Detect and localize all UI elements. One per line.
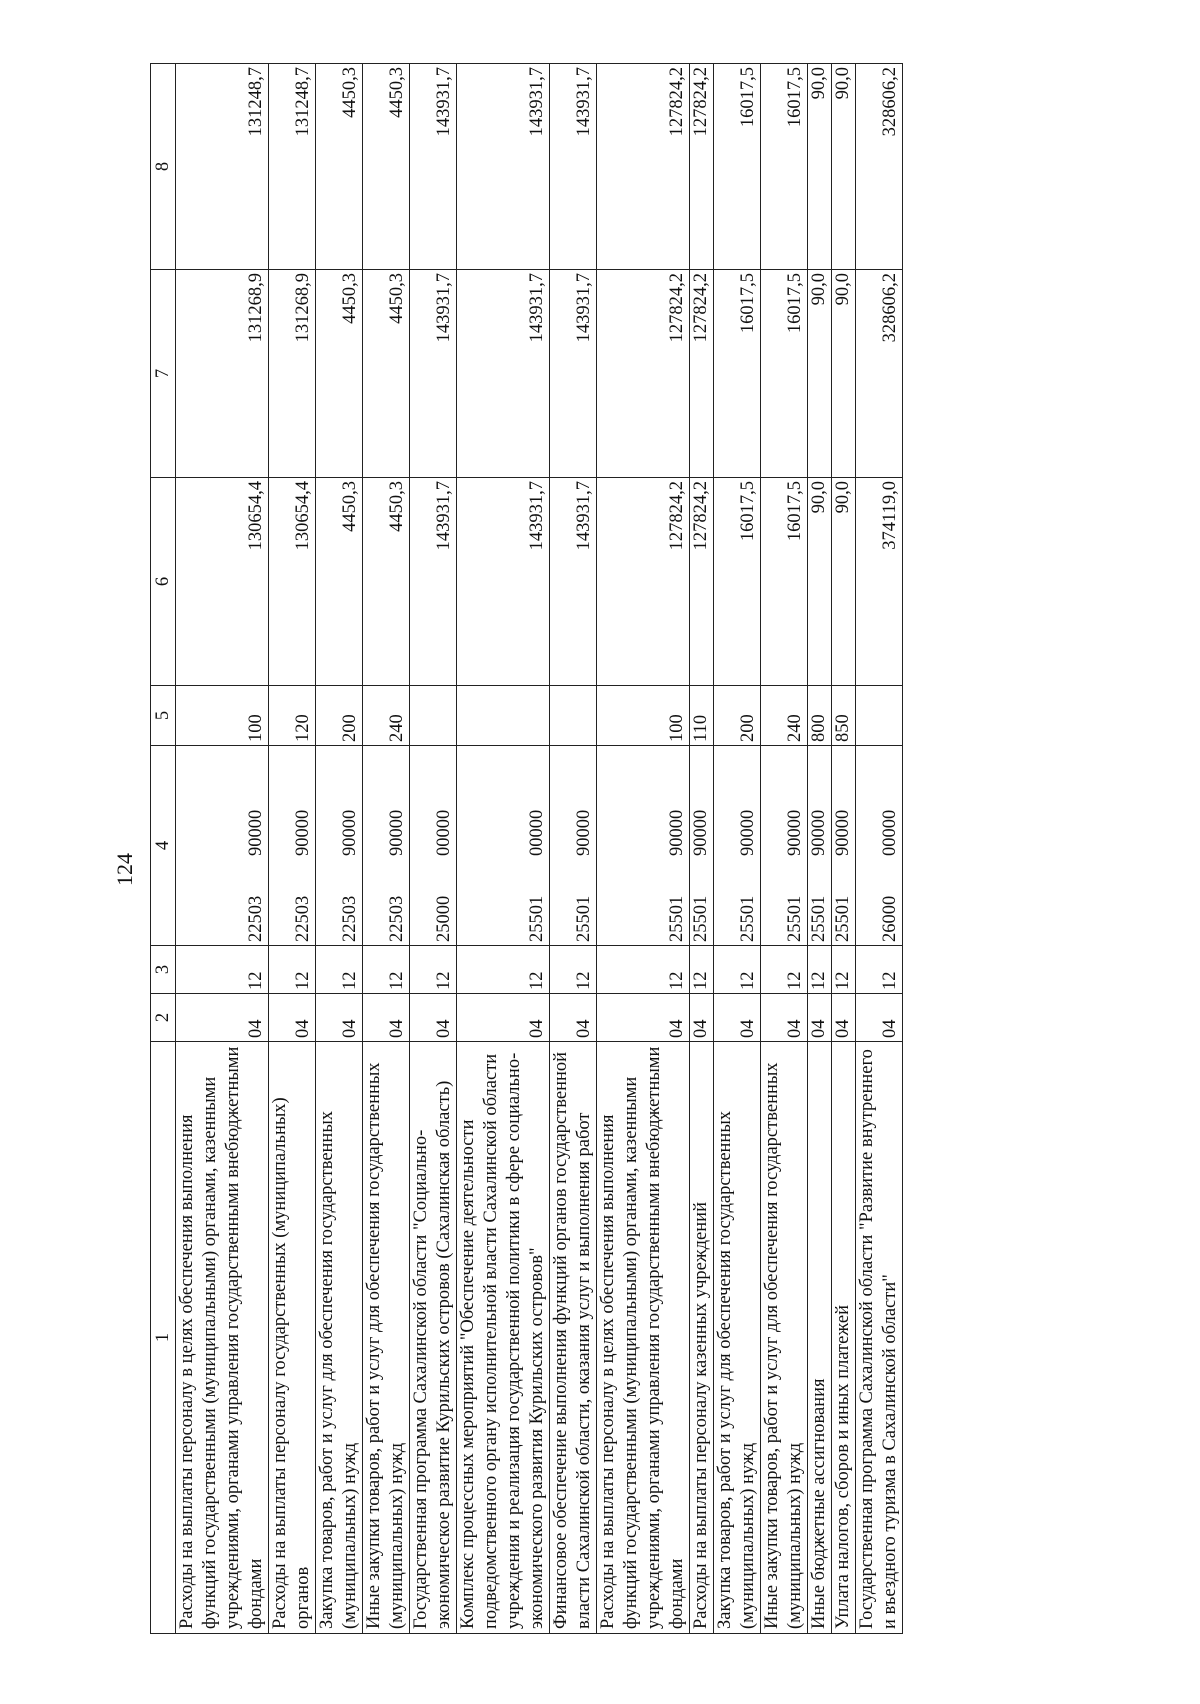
target-article-code [761, 746, 808, 946]
expense-description: Расходы на выплаты персоналу государственных (муниципальных) органов [269, 1042, 316, 1634]
section-code: 04 [597, 994, 690, 1042]
amount-col-8: 143931,7 [550, 64, 597, 270]
amount-col-6: 127824,2 [690, 478, 714, 686]
amount-col-6: 90,0 [832, 478, 856, 686]
target-article-code [316, 746, 363, 946]
amount-col-7: 131268,9 [269, 270, 316, 478]
table-row [597, 64, 690, 1634]
amount-col-7: 16017,5 [761, 270, 808, 478]
amount-col-6: 16017,5 [761, 478, 808, 686]
amount-col-8: 16017,5 [714, 64, 761, 270]
table-row [316, 64, 363, 1634]
expense-type-code: 110 [690, 686, 714, 746]
amount-col-8: 90,0 [808, 64, 832, 270]
amount-col-6: 374119,0 [856, 478, 903, 686]
expense-type-code [550, 686, 597, 746]
amount-col-7: 143931,7 [457, 270, 550, 478]
direction-code: 90000 [293, 809, 313, 856]
table-row [832, 64, 856, 1634]
table-row [457, 64, 550, 1634]
expense-description: Закупка товаров, работ и услуг для обеспечения государственных (муниципальных) нужд [316, 1042, 363, 1634]
expense-description: Расходы на выплаты персоналу казенных учреждений [690, 1042, 714, 1634]
direction-code: 00000 [434, 809, 454, 856]
expense-description: Иные закупки товаров, работ и услуг для обеспечения государственных (муниципальных) нужд [761, 1042, 808, 1634]
section-code: 04 [457, 994, 550, 1042]
expense-type-code: 850 [832, 686, 856, 746]
section-code: 04 [176, 994, 269, 1042]
program-code: 25501 [785, 895, 805, 942]
target-article-code [808, 746, 832, 946]
expense-description: Расходы на выплаты персоналу в целях обеспечения выполнения функций государственными (муниципальными) органами, казенными учреждениями, органами управления государственными внебюджетными фондами [176, 1042, 269, 1634]
section-code: 04 [714, 994, 761, 1042]
expense-description: Иные закупки товаров, работ и услуг для обеспечения государственных (муниципальных) нужд [363, 1042, 410, 1634]
amount-col-8: 127824,2 [597, 64, 690, 270]
amount-col-8: 143931,7 [410, 64, 457, 270]
amount-col-8: 328606,2 [856, 64, 903, 270]
table-row [363, 64, 410, 1634]
section-code: 04 [550, 994, 597, 1042]
subsection-code: 12 [856, 946, 903, 994]
expense-description: Расходы на выплаты персоналу в целях обеспечения выполнения функций государственными (муниципальными) органами, казенными учреждениями, органами управления государственными внебюджетными фондами [597, 1042, 690, 1634]
column-header: 2 [151, 994, 176, 1042]
expense-type-code: 240 [363, 686, 410, 746]
program-code: 25501 [809, 895, 829, 942]
program-code: 25501 [833, 895, 853, 942]
direction-code: 90000 [691, 809, 711, 856]
target-article-code [176, 746, 269, 946]
amount-col-6: 143931,7 [457, 478, 550, 686]
section-code: 04 [410, 994, 457, 1042]
column-header: 7 [151, 270, 176, 478]
program-code: 25000 [434, 895, 454, 942]
table-row [269, 64, 316, 1634]
expense-description: Финансовое обеспечение выполнения функций органов государственной власти Сахалинской области, оказания услуг и выполнения работ [550, 1042, 597, 1634]
program-code: 25501 [574, 895, 594, 942]
amount-col-6: 90,0 [808, 478, 832, 686]
direction-code: 90000 [246, 809, 266, 856]
expense-description: Иные бюджетные ассигнования [808, 1042, 832, 1634]
amount-col-8: 90,0 [832, 64, 856, 270]
amount-col-7: 127824,2 [690, 270, 714, 478]
subsection-code: 12 [457, 946, 550, 994]
subsection-code: 12 [316, 946, 363, 994]
subsection-code: 12 [761, 946, 808, 994]
amount-col-8: 131248,7 [269, 64, 316, 270]
direction-code: 90000 [738, 809, 758, 856]
column-header: 5 [151, 686, 176, 746]
expense-description: Уплата налогов, сборов и иных платежей [832, 1042, 856, 1634]
amount-col-7: 4450,3 [316, 270, 363, 478]
subsection-code: 12 [176, 946, 269, 994]
amount-col-8: 4450,3 [316, 64, 363, 270]
table-row [714, 64, 761, 1634]
direction-code: 90000 [387, 809, 407, 856]
subsection-code: 12 [597, 946, 690, 994]
table-row [410, 64, 457, 1634]
program-code: 22503 [340, 895, 360, 942]
program-code: 25501 [527, 895, 547, 942]
table-row [690, 64, 714, 1634]
section-code: 04 [316, 994, 363, 1042]
target-article-code [550, 746, 597, 946]
section-code: 04 [690, 994, 714, 1042]
expense-type-code: 100 [176, 686, 269, 746]
amount-col-6: 4450,3 [316, 478, 363, 686]
expense-description: Комплекс процессных мероприятий "Обеспечение деятельности подведомственного органу исполнительной власти Сахалинской области учреждения и реализация государственной политики в сфере социально-экономического развития Курильских островов" [457, 1042, 550, 1634]
section-code: 04 [856, 994, 903, 1042]
direction-code: 00000 [880, 809, 900, 856]
amount-col-7: 4450,3 [363, 270, 410, 478]
expense-description: Закупка товаров, работ и услуг для обеспечения государственных (муниципальных) нужд [714, 1042, 761, 1634]
column-header: 6 [151, 478, 176, 686]
subsection-code: 12 [269, 946, 316, 994]
expense-description: Государственная программа Сахалинской области "Развитие внутреннего и въездного туризма в Сахалинской области" [856, 1042, 903, 1634]
target-article-code [856, 746, 903, 946]
amount-col-7: 328606,2 [856, 270, 903, 478]
target-article-code [714, 746, 761, 946]
subsection-code: 12 [714, 946, 761, 994]
target-article-code [363, 746, 410, 946]
budget-table [150, 63, 903, 1634]
table-body [176, 64, 903, 1634]
subsection-code: 12 [363, 946, 410, 994]
amount-col-6: 4450,3 [363, 478, 410, 686]
column-header: 1 [151, 1042, 176, 1634]
rotated-page [112, 64, 1132, 1634]
direction-code: 90000 [574, 809, 594, 856]
column-header: 4 [151, 746, 176, 946]
subsection-code: 12 [832, 946, 856, 994]
table-row [808, 64, 832, 1634]
program-code: 25501 [667, 895, 687, 942]
column-header: 8 [151, 64, 176, 270]
amount-col-7: 143931,7 [550, 270, 597, 478]
amount-col-7: 131268,9 [176, 270, 269, 478]
amount-col-6: 130654,4 [269, 478, 316, 686]
amount-col-6: 143931,7 [550, 478, 597, 686]
direction-code: 90000 [809, 809, 829, 856]
program-code: 22503 [387, 895, 407, 942]
amount-col-6: 130654,4 [176, 478, 269, 686]
direction-code: 00000 [527, 809, 547, 856]
subsection-code: 12 [550, 946, 597, 994]
amount-col-8: 127824,2 [690, 64, 714, 270]
table-row [856, 64, 903, 1634]
section-code: 04 [269, 994, 316, 1042]
expense-type-code: 240 [761, 686, 808, 746]
expense-type-code: 800 [808, 686, 832, 746]
table-row [761, 64, 808, 1634]
expense-type-code: 100 [597, 686, 690, 746]
amount-col-6: 16017,5 [714, 478, 761, 686]
table-row [176, 64, 269, 1634]
program-code: 25501 [738, 895, 758, 942]
target-article-code [597, 746, 690, 946]
direction-code: 90000 [667, 809, 687, 856]
program-code: 25501 [691, 895, 711, 942]
program-code: 22503 [246, 895, 266, 942]
program-code: 22503 [293, 895, 313, 942]
subsection-code: 12 [690, 946, 714, 994]
expense-type-code [856, 686, 903, 746]
expense-type-code [410, 686, 457, 746]
amount-col-8: 16017,5 [761, 64, 808, 270]
column-header: 3 [151, 946, 176, 994]
expense-description: Государственная программа Сахалинской области "Социально-экономическое развитие Курильских островов (Сахалинская область) [410, 1042, 457, 1634]
amount-col-7: 90,0 [832, 270, 856, 478]
expense-type-code: 200 [714, 686, 761, 746]
section-code: 04 [363, 994, 410, 1042]
amount-col-6: 127824,2 [597, 478, 690, 686]
target-article-code [690, 746, 714, 946]
amount-col-6: 143931,7 [410, 478, 457, 686]
expense-type-code [457, 686, 550, 746]
amount-col-7: 16017,5 [714, 270, 761, 478]
amount-col-7: 90,0 [808, 270, 832, 478]
expense-type-code: 120 [269, 686, 316, 746]
amount-col-8: 4450,3 [363, 64, 410, 270]
column-number-row [151, 64, 176, 1634]
target-article-code [832, 746, 856, 946]
section-code: 04 [808, 994, 832, 1042]
target-article-code [410, 746, 457, 946]
amount-col-8: 131248,7 [176, 64, 269, 270]
section-code: 04 [832, 994, 856, 1042]
amount-col-8: 143931,7 [457, 64, 550, 270]
expense-type-code: 200 [316, 686, 363, 746]
program-code: 26000 [880, 895, 900, 942]
amount-col-7: 143931,7 [410, 270, 457, 478]
direction-code: 90000 [833, 809, 853, 856]
section-code: 04 [761, 994, 808, 1042]
page-number: 124 [112, 853, 137, 886]
target-article-code [269, 746, 316, 946]
table-row [550, 64, 597, 1634]
direction-code: 90000 [785, 809, 805, 856]
subsection-code: 12 [808, 946, 832, 994]
direction-code: 90000 [340, 809, 360, 856]
target-article-code [457, 746, 550, 946]
amount-col-7: 127824,2 [597, 270, 690, 478]
subsection-code: 12 [410, 946, 457, 994]
